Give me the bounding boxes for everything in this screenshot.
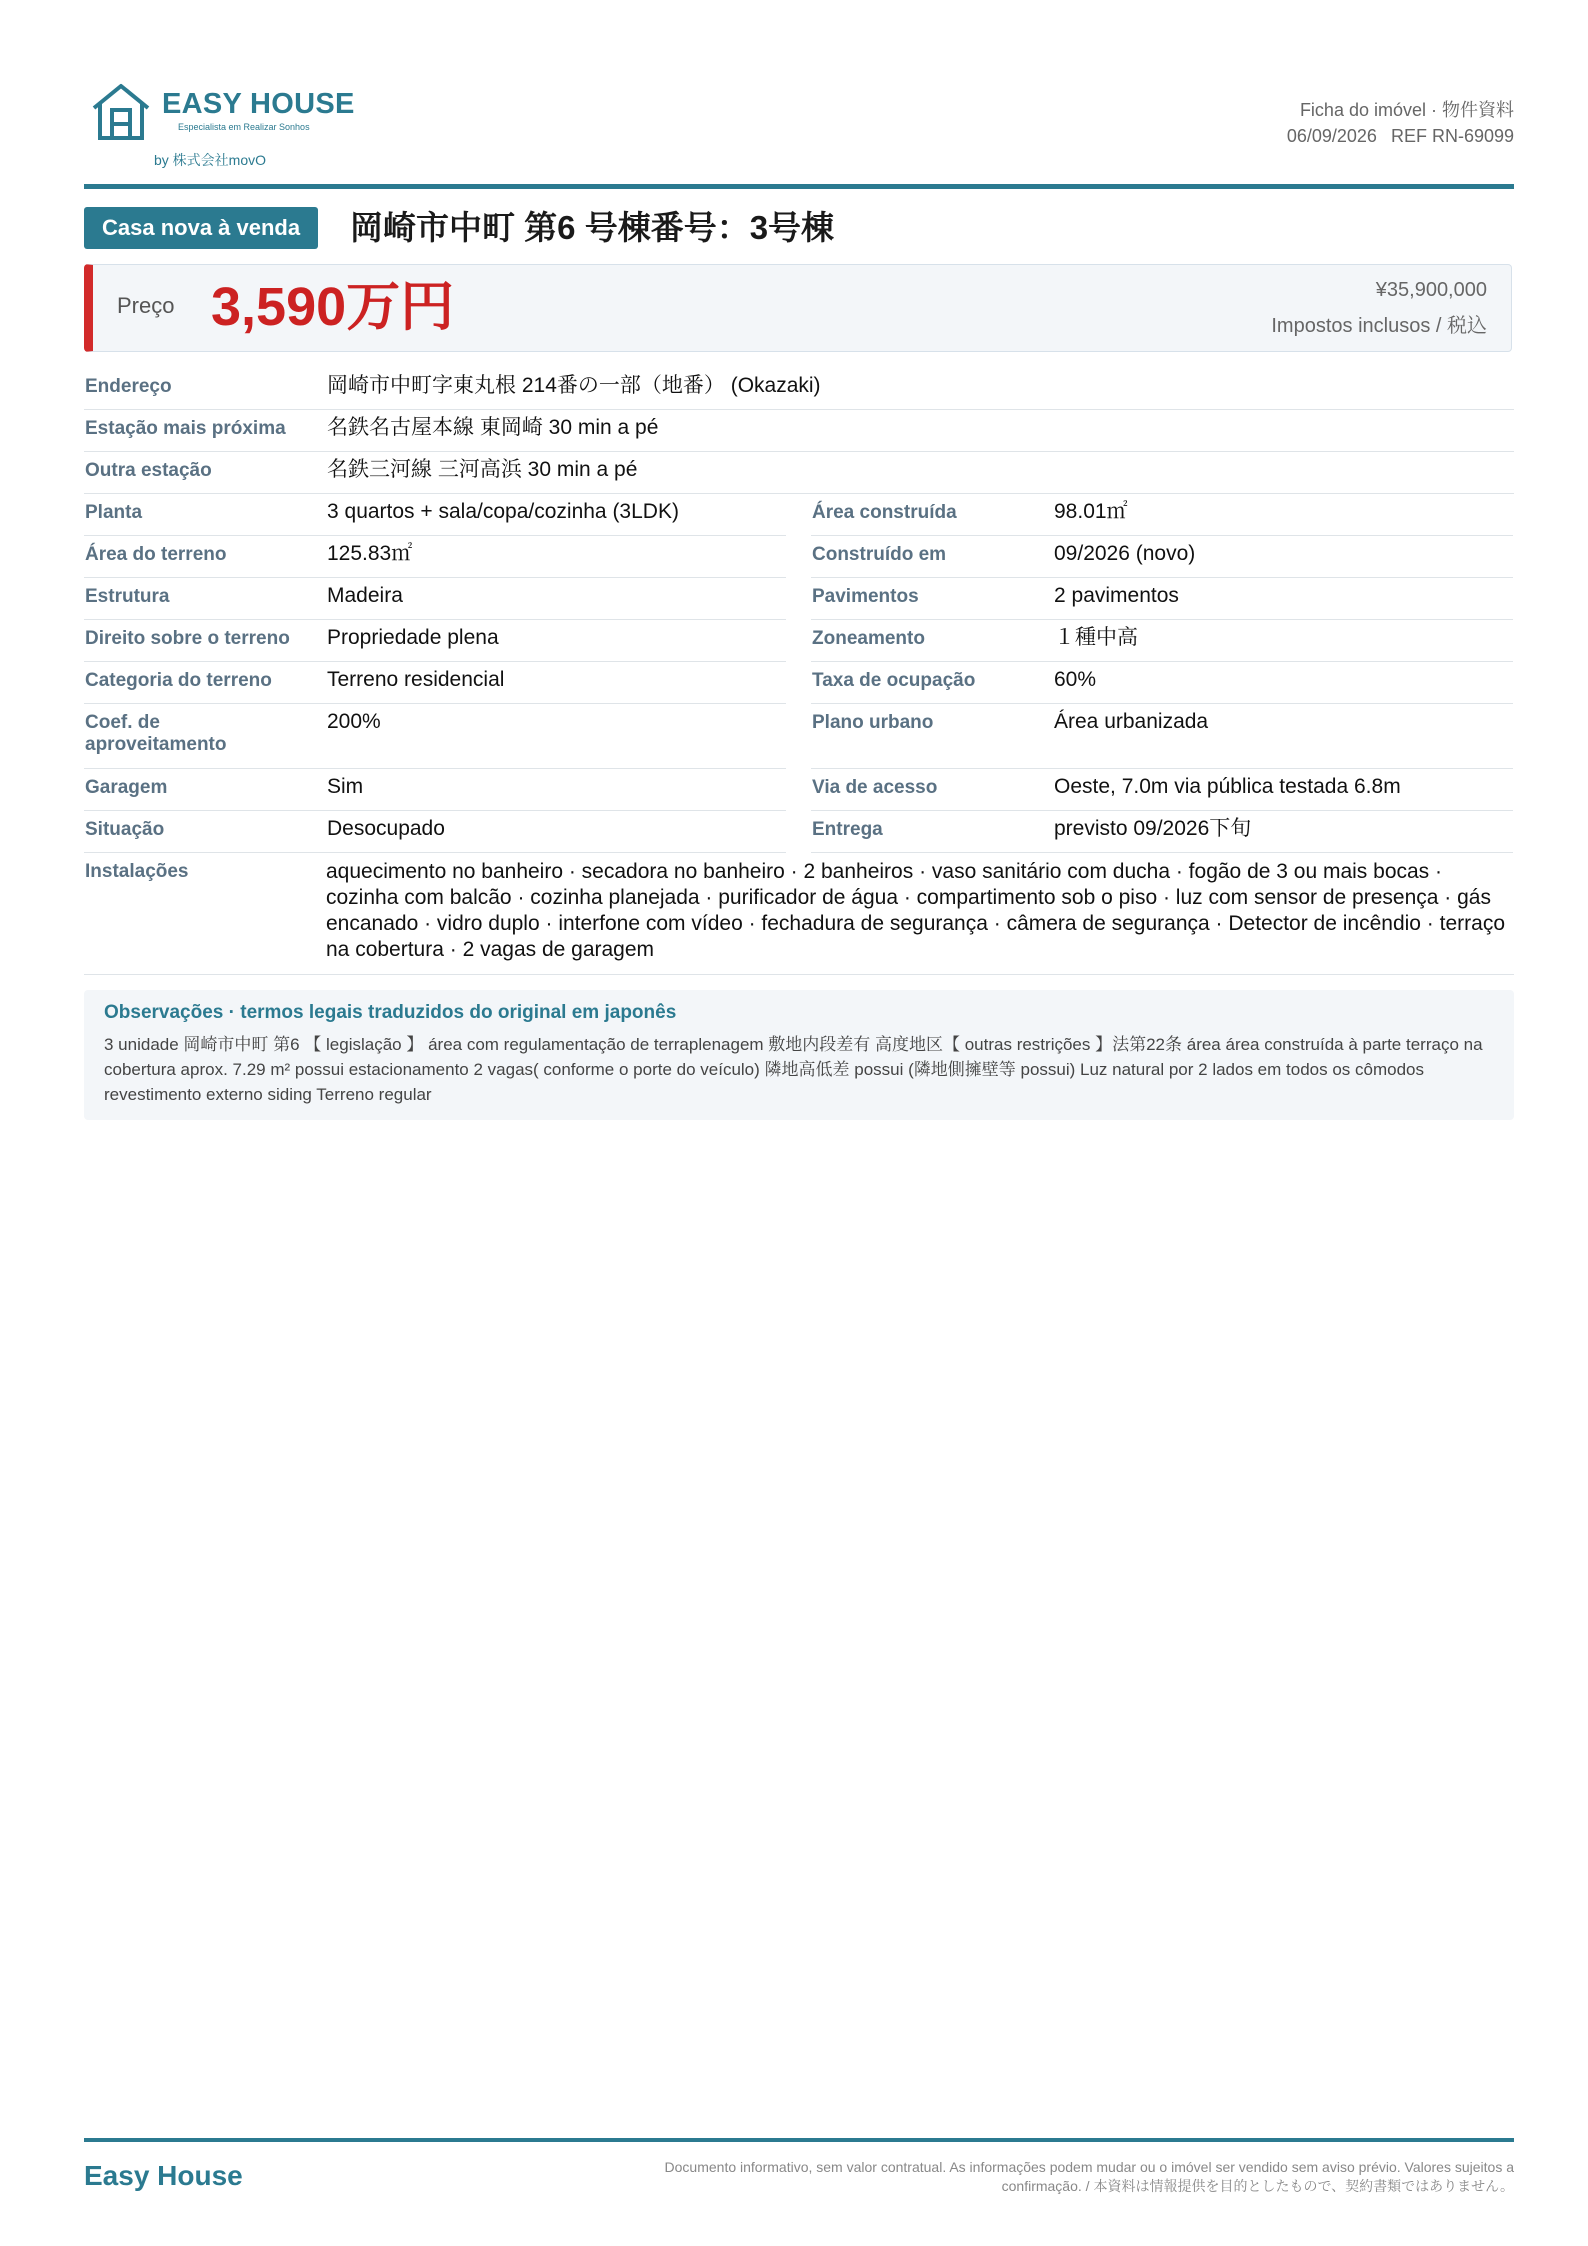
spec-label: Área do terreno bbox=[85, 544, 227, 565]
spec-value: １種中高 bbox=[1054, 626, 1138, 649]
spec-row-address bbox=[84, 368, 1514, 410]
footer-divider bbox=[84, 2138, 1514, 2142]
spec-cell-left bbox=[84, 578, 786, 620]
spec-value: 3 quartos + sala/copa/cozinha (3LDK) bbox=[327, 500, 679, 523]
brand-by: by 株式会社movO bbox=[154, 152, 267, 168]
notes-text: 3 unidade 岡崎市中町 第6 【 legislação 】 área com regulamentação de terraplenagem 敷地内段差有 高度地区【 outras restrições 】法第22条 área área construída à parte terraço na cobertura aprox. 7.29 m² possui estacionamento 2 vagas( conforme o porte do veículo) 隣地高低差 possui (隣地側擁壁等 possui) Luz natural por 2 lados em todos os cômodos revestimento externo siding Terreno regular bbox=[104, 1035, 1483, 1104]
spec-value: 200% bbox=[327, 710, 381, 733]
spec-cell-left bbox=[84, 494, 786, 536]
document-meta bbox=[1287, 97, 1514, 149]
notes-title: Observações · termos legais traduzidos do original em japonês bbox=[104, 1002, 677, 1023]
spec-cell-left bbox=[84, 704, 786, 769]
spec-label: Entrega bbox=[812, 819, 883, 840]
property-sheet bbox=[84, 0, 1514, 2246]
spec-label: Coef. de aproveitamento bbox=[85, 712, 227, 755]
spec-row-pair bbox=[84, 662, 1514, 704]
price-value: 3,590万円 bbox=[211, 277, 455, 337]
document-date: 06/09/2026 bbox=[1286, 126, 1377, 146]
spec-value: 09/2026 (novo) bbox=[1054, 542, 1196, 565]
brand-tagline: Especialista em Realizar Sonhos bbox=[178, 122, 310, 132]
spec-value: 60% bbox=[1054, 668, 1097, 691]
spec-row-pair bbox=[84, 769, 1514, 811]
spec-value: Sim bbox=[327, 775, 364, 798]
spec-cell-left bbox=[84, 811, 786, 853]
brand-name: EASY HOUSE bbox=[162, 88, 355, 120]
spec-value: Madeira bbox=[327, 584, 403, 607]
spec-row-pair bbox=[84, 578, 1514, 620]
spec-row-pair bbox=[84, 620, 1514, 662]
spec-value: Desocupado bbox=[327, 817, 445, 840]
price-panel bbox=[84, 264, 1512, 352]
spec-cell-right bbox=[811, 536, 1513, 578]
spec-cell-right bbox=[811, 769, 1513, 811]
spec-label: Outra estação bbox=[85, 460, 212, 481]
spec-value: 名鉄三河線 三河高浜 30 min a pé bbox=[327, 458, 638, 481]
header-divider bbox=[84, 184, 1514, 189]
spec-label: Estrutura bbox=[85, 586, 170, 607]
spec-row-installations bbox=[84, 853, 1514, 975]
spec-label: Via de acesso bbox=[812, 777, 938, 798]
price-label: Preço bbox=[117, 293, 175, 318]
spec-value: Área urbanizada bbox=[1054, 710, 1209, 733]
spec-row-other-station bbox=[84, 452, 1514, 494]
spec-value: 名鉄名古屋本線 東岡崎 30 min a pé bbox=[327, 416, 659, 439]
spec-cell-left bbox=[84, 620, 786, 662]
spec-row-station bbox=[84, 410, 1514, 452]
price-yen: ¥35,900,000 bbox=[1375, 279, 1487, 301]
spec-label: Plano urbano bbox=[812, 712, 934, 733]
spec-value: 2 pavimentos bbox=[1054, 584, 1179, 607]
document-ref: REF RN-69099 bbox=[1390, 126, 1514, 146]
house-logo-icon bbox=[90, 80, 152, 142]
price-tax-note: Impostos inclusos / 税込 bbox=[1271, 315, 1487, 337]
spec-label: Situação bbox=[85, 819, 165, 840]
spec-cell-left bbox=[84, 769, 786, 811]
spec-cell-left bbox=[84, 536, 786, 578]
spec-value: Terreno residencial bbox=[327, 668, 505, 691]
spec-label: Construído em bbox=[812, 544, 947, 565]
spec-row-pair bbox=[84, 536, 1514, 578]
brand-logo bbox=[90, 80, 355, 170]
spec-label: Taxa de ocupação bbox=[812, 670, 976, 691]
spec-value: 岡崎市中町字東丸根 214番の一部（地番） (Okazaki) bbox=[327, 374, 821, 397]
spec-cell-right bbox=[811, 494, 1513, 536]
spec-label: Zoneamento bbox=[812, 628, 925, 649]
spec-label: Estação mais próxima bbox=[85, 418, 286, 439]
spec-value: previsto 09/2026下旬 bbox=[1054, 817, 1252, 840]
spec-table bbox=[84, 368, 1514, 975]
spec-row-pair bbox=[84, 811, 1514, 853]
spec-value: 125.83㎡ bbox=[327, 542, 413, 565]
footer-brand: Easy House bbox=[84, 2160, 243, 2191]
spec-cell-right bbox=[811, 811, 1513, 853]
spec-cell-right bbox=[811, 704, 1513, 769]
document-date-ref bbox=[1287, 123, 1514, 149]
spec-label: Direito sobre o terreno bbox=[85, 628, 290, 649]
spec-row-pair bbox=[84, 494, 1514, 536]
spec-label: Planta bbox=[85, 502, 143, 523]
document-type: Ficha do imóvel · 物件資料 bbox=[1299, 100, 1514, 120]
notes-panel bbox=[84, 990, 1514, 1120]
spec-row-pair bbox=[84, 704, 1514, 769]
spec-value: Oeste, 7.0m via pública testada 6.8m bbox=[1054, 775, 1401, 798]
spec-value: 98.01㎡ bbox=[1054, 500, 1128, 523]
spec-value: aquecimento no banheiro · secadora no banheiro · 2 banheiros · vaso sanitário com ducha · fogão de 3 ou mais bocas · cozinha com balcão · cozinha planejada · purificador de água · compartimento sob o piso · luz com sensor de presença · gás encanado · vidro duplo · interfone com vídeo · fechadura de segurança · câmera de segurança · Detector de incêndio · terraço na cobertura · 2 vagas de garagem bbox=[326, 860, 1505, 961]
spec-label: Área construída bbox=[812, 502, 957, 523]
spec-label: Garagem bbox=[85, 777, 168, 798]
spec-cell-right bbox=[811, 578, 1513, 620]
spec-label: Endereço bbox=[85, 376, 172, 397]
spec-cell-right bbox=[811, 620, 1513, 662]
spec-label: Pavimentos bbox=[812, 586, 919, 607]
spec-cell-left bbox=[84, 662, 786, 704]
listing-type-badge: Casa nova à venda bbox=[84, 207, 318, 249]
spec-cell-right bbox=[811, 662, 1513, 704]
spec-value: Propriedade plena bbox=[327, 626, 499, 649]
spec-label: Instalações bbox=[85, 861, 189, 882]
property-title: 岡崎市中町 第6 号棟番号：3号棟 bbox=[350, 209, 835, 246]
spec-label: Categoria do terreno bbox=[85, 670, 272, 691]
footer-disclaimer: Documento informativo, sem valor contratual. As informações podem mudar ou o imóvel ser vendido sem aviso prévio. Valores sujeitos a confirmação. / 本資料は情報提供を目的としたもので、契約書類ではありません。 bbox=[664, 2159, 1514, 2194]
